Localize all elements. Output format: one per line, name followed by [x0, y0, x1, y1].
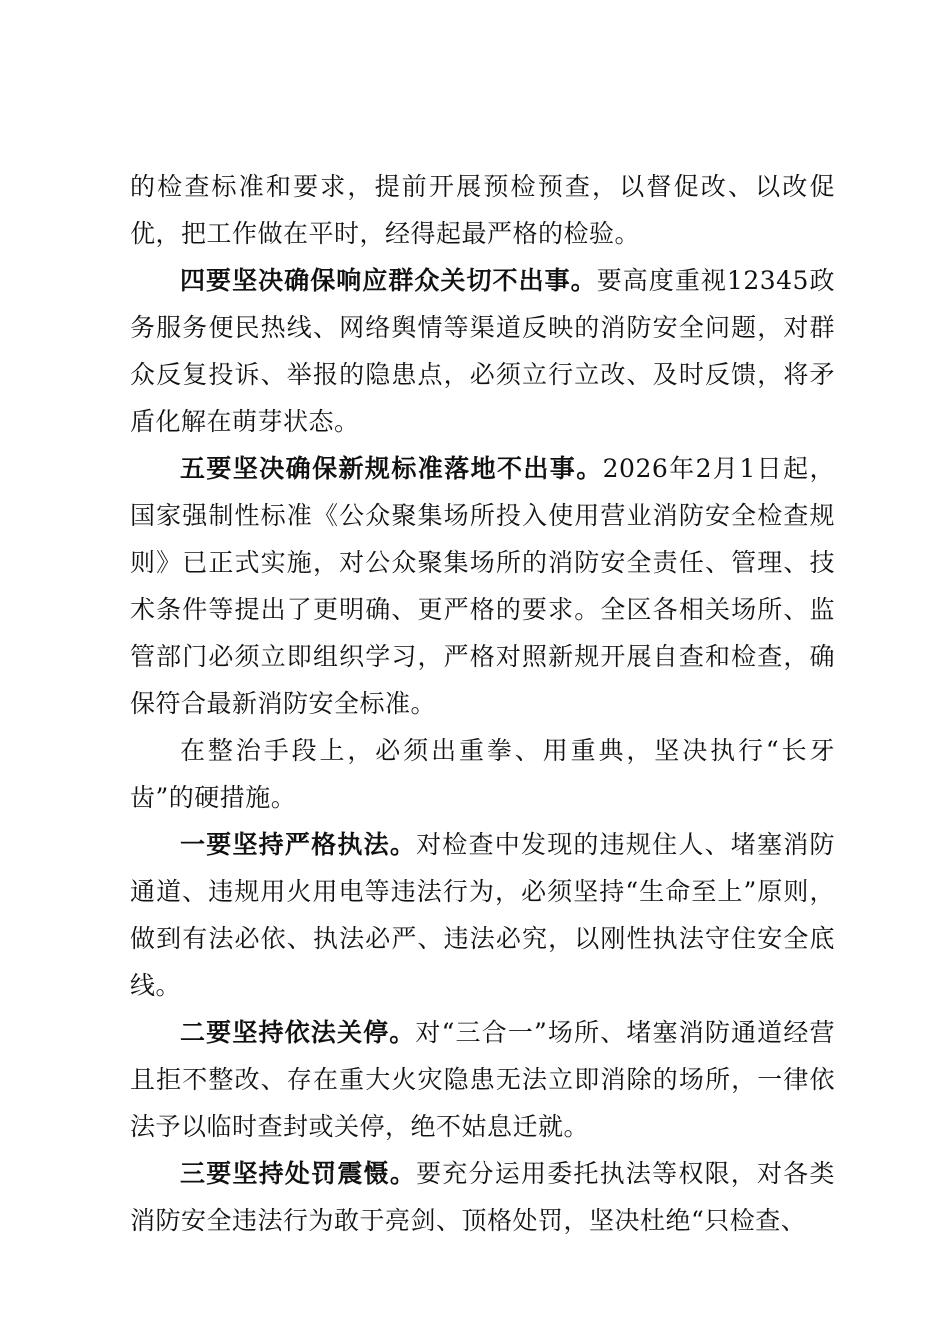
- paragraph-3: [130, 445, 835, 727]
- paragraph-1: [130, 163, 835, 257]
- paragraph-lead: 五要坚决确保新规标准落地不出事。: [180, 454, 603, 483]
- document-body: [130, 163, 835, 1244]
- paragraph-text: 要高度重视12345政务服务便民热线、网络舆情等渠道反映的消防安全问题，对群众反复投诉、举报的隐患点，必须立行立改、及时反馈，将矛盾化解在萌芽状态。: [130, 266, 835, 436]
- paragraph-6: [130, 1009, 835, 1150]
- paragraph-lead: 三要坚持处罚震慑。: [180, 1159, 417, 1188]
- paragraph-text: 要充分运用委托执法等权限，对各类消防安全违法行为敢于亮剑、顶格处罚，坚决杜绝“只检查、: [130, 1159, 835, 1235]
- paragraph-7: [130, 1150, 835, 1244]
- paragraph-text: 对“三合一”场所、堵塞消防通道经营且拒不整改、存在重大火灾隐患无法立即消除的场所，一律依法予以临时查封或关停，绝不姑息迁就。: [130, 1018, 835, 1141]
- paragraph-text: 的检查标准和要求，提前开展预检预查，以督促改、以改促优，把工作做在平时，经得起最严格的检验。: [130, 172, 835, 248]
- paragraph-lead: 四要坚决确保响应群众关切不出事。: [180, 266, 597, 295]
- paragraph-lead: 一要坚持严格执法。: [180, 830, 417, 859]
- paragraph-2: [130, 257, 835, 445]
- paragraph-text: 对检查中发现的违规住人、堵塞消防通道、违规用火用电等违法行为，必须坚持“生命至上”原则，做到有法必依、执法必严、违法必究，以刚性执法守住安全底线。: [130, 830, 835, 1000]
- paragraph-text: 2026年2月1日起，国家强制性标准《公众聚集场所投入使用营业消防安全检查规则》已正式实施，对公众聚集场所的消防安全责任、管理、技术条件等提出了更明确、更严格的要求。全区各相关场所、监管部门必须立即组织学习，严格对照新规开展自查和检查，确保符合最新消防安全标准。: [130, 454, 835, 718]
- paragraph-4: [130, 727, 835, 821]
- paragraph-5: [130, 821, 835, 1009]
- paragraph-lead: 二要坚持依法关停。: [180, 1018, 416, 1047]
- paragraph-text: 在整治手段上，必须出重拳、用重典，坚决执行“长牙齿”的硬措施。: [130, 736, 835, 812]
